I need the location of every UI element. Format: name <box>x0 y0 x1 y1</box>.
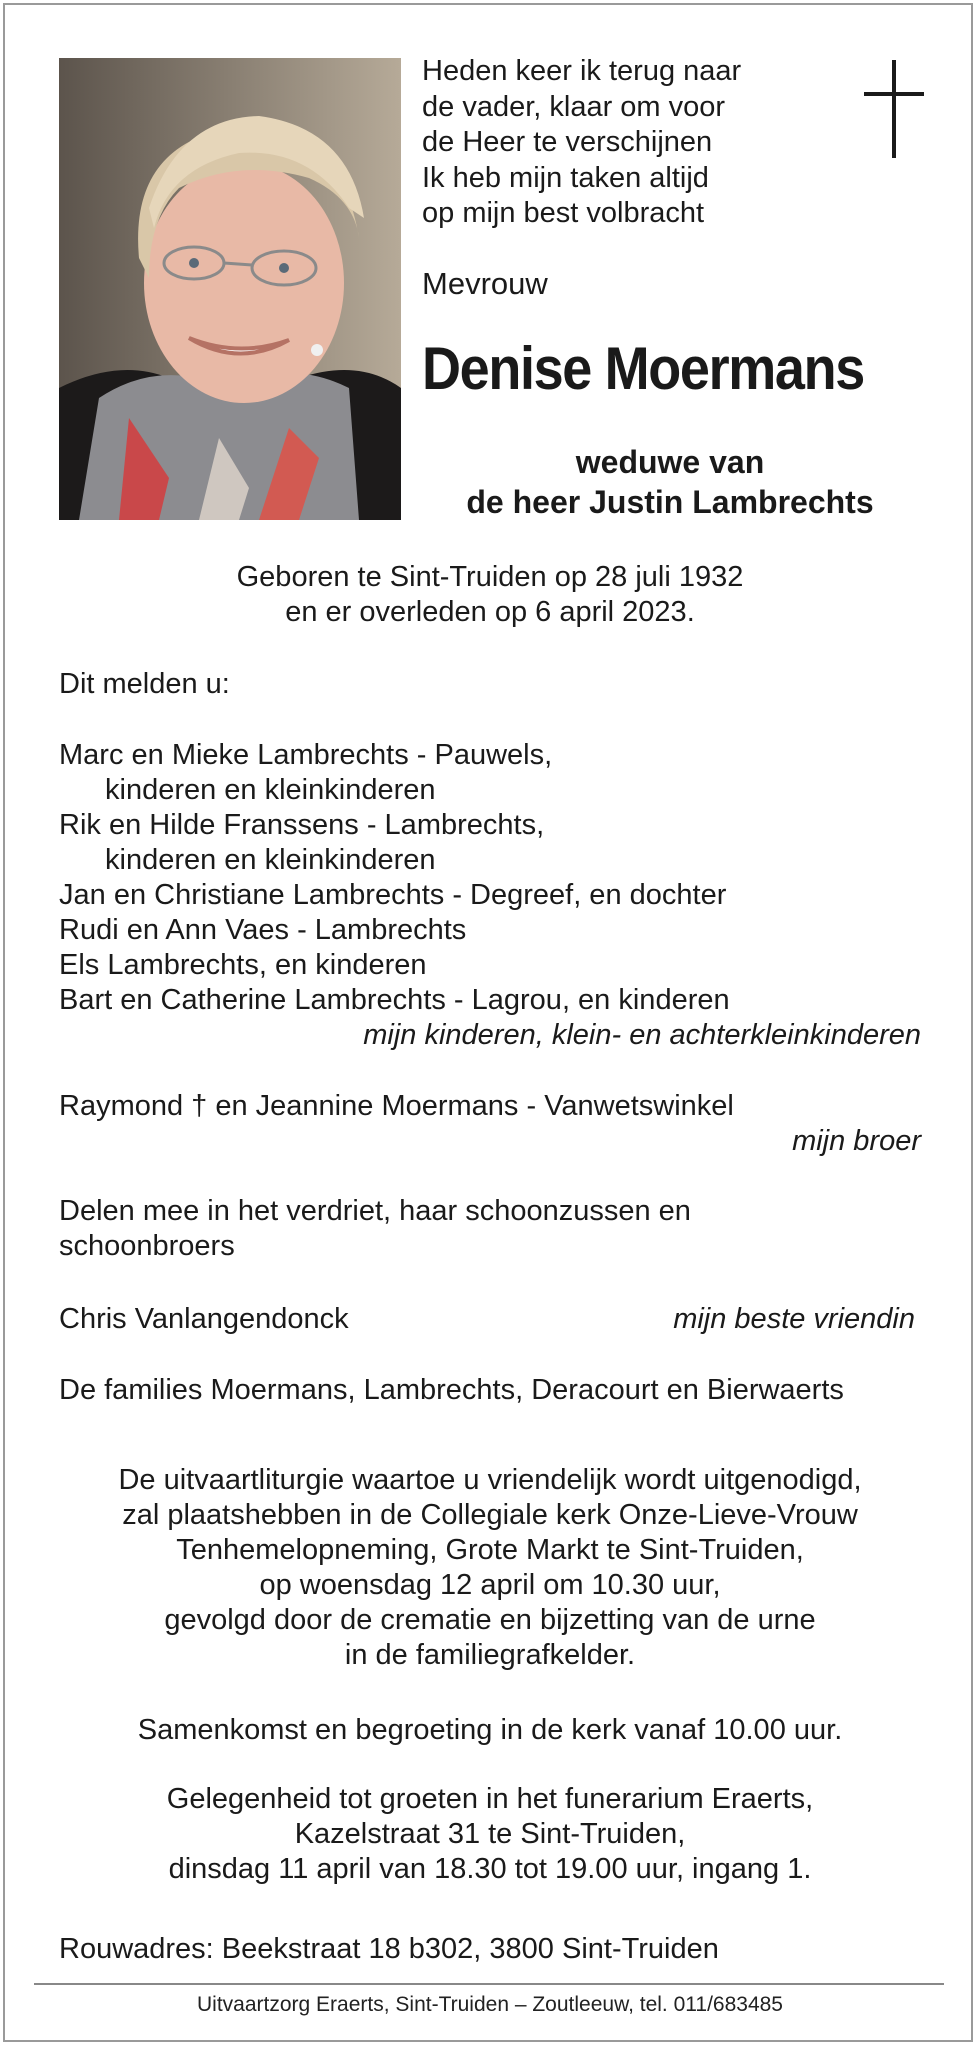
greeting-info <box>59 1782 921 1887</box>
footer-divider <box>34 1983 944 1985</box>
family-relation: mijn kinderen, klein- en achterkleinkinderen <box>363 1019 921 1051</box>
family-line: kinderen en kleinkinderen <box>105 844 436 876</box>
funeral-home-footer: Uitvaartzorg Eraerts, Sint-Truiden – Zoutleeuw, tel. 011/683485 <box>197 1993 783 2016</box>
share-line: schoonbroers <box>59 1230 235 1262</box>
family-line: Rik en Hilde Franssens - Lambrechts, <box>59 809 545 841</box>
widow-of <box>430 442 910 522</box>
poem-line: op mijn best volbracht <box>422 197 705 229</box>
liturgy-line: Tenhemelopneming, Grote Markt te Sint-Truiden, <box>176 1534 804 1566</box>
mourning-address: Rouwadres: Beekstraat 18 b302, 3800 Sint-Truiden <box>59 1933 719 1965</box>
liturgy-line: gevolgd door de crematie en bijzetting van de urne <box>164 1604 816 1636</box>
widow-line: de heer Justin Lambrechts <box>466 484 874 520</box>
friend-relation: mijn beste vriendin <box>673 1303 915 1335</box>
share-grief <box>59 1194 921 1264</box>
liturgy-line: zal plaatshebben in de Collegiale kerk Onze-Lieve-Vrouw <box>122 1499 858 1531</box>
liturgy-line: in de familiegrafkelder. <box>344 1639 636 1671</box>
family-line: Marc en Mieke Lambrechts - Pauwels, <box>59 739 553 771</box>
family-line: kinderen en kleinkinderen <box>105 774 436 806</box>
share-line: Delen mee in het verdriet, haar schoonzussen en <box>59 1195 691 1227</box>
greeting-line: Gelegenheid tot groeten in het funerarium Eraerts, <box>166 1783 814 1815</box>
poem <box>422 54 822 232</box>
poem-line: Heden keer ik terug naar <box>422 55 742 87</box>
liturgy-line: De uitvaartliturgie waartoe u vriendelijk wordt uitgenodigd, <box>118 1464 862 1496</box>
poem-line: Ik heb mijn taken altijd <box>422 161 709 194</box>
friend-name: Chris Vanlangendonck <box>59 1303 349 1335</box>
poem-line: de Heer te verschijnen <box>422 126 713 158</box>
family-line: Bart en Catherine Lambrechts - Lagrou, en kinderen <box>59 984 730 1016</box>
portrait-photo <box>59 58 401 520</box>
liturgy-line: op woensdag 12 april om 10.30 uur, <box>259 1569 721 1601</box>
brother-entry <box>59 1089 921 1159</box>
birth-line: Geboren te Sint-Truiden op 28 juli 1932 <box>236 561 744 593</box>
families: De families Moermans, Lambrechts, Deracourt en Bierwaerts <box>59 1374 844 1406</box>
greeting-line: dinsdag 11 april van 18.30 tot 19.00 uur, ingang 1. <box>168 1853 812 1885</box>
family-list <box>59 738 921 1053</box>
widow-line: weduwe van <box>575 444 765 480</box>
friend-entry <box>59 1303 921 1336</box>
family-line: Rudi en Ann Vaes - Lambrechts <box>59 914 467 946</box>
family-line: Jan en Christiane Lambrechts - Degreef, en dochter <box>59 879 727 911</box>
brother-name: Raymond † en Jeannine Moermans - Vanwetswinkel <box>59 1090 734 1122</box>
poem-line: de vader, klaar om voor <box>422 90 726 123</box>
birth-death-info <box>90 560 890 630</box>
gathering-info: Samenkomst en begroeting in de kerk vanaf 10.00 uur. <box>137 1714 843 1746</box>
liturgy-info <box>59 1463 921 1673</box>
honorific: Mevrouw <box>422 266 548 301</box>
brother-relation: mijn broer <box>792 1125 921 1157</box>
death-line: en er overleden op 6 april 2023. <box>285 596 695 628</box>
family-line: Els Lambrechts, en kinderen <box>59 949 427 981</box>
cross-icon <box>864 60 924 160</box>
announcement-intro: Dit melden u: <box>59 668 230 700</box>
greeting-line: Kazelstraat 31 te Sint-Truiden, <box>294 1818 686 1850</box>
deceased-name: Denise Moermans <box>422 335 864 402</box>
